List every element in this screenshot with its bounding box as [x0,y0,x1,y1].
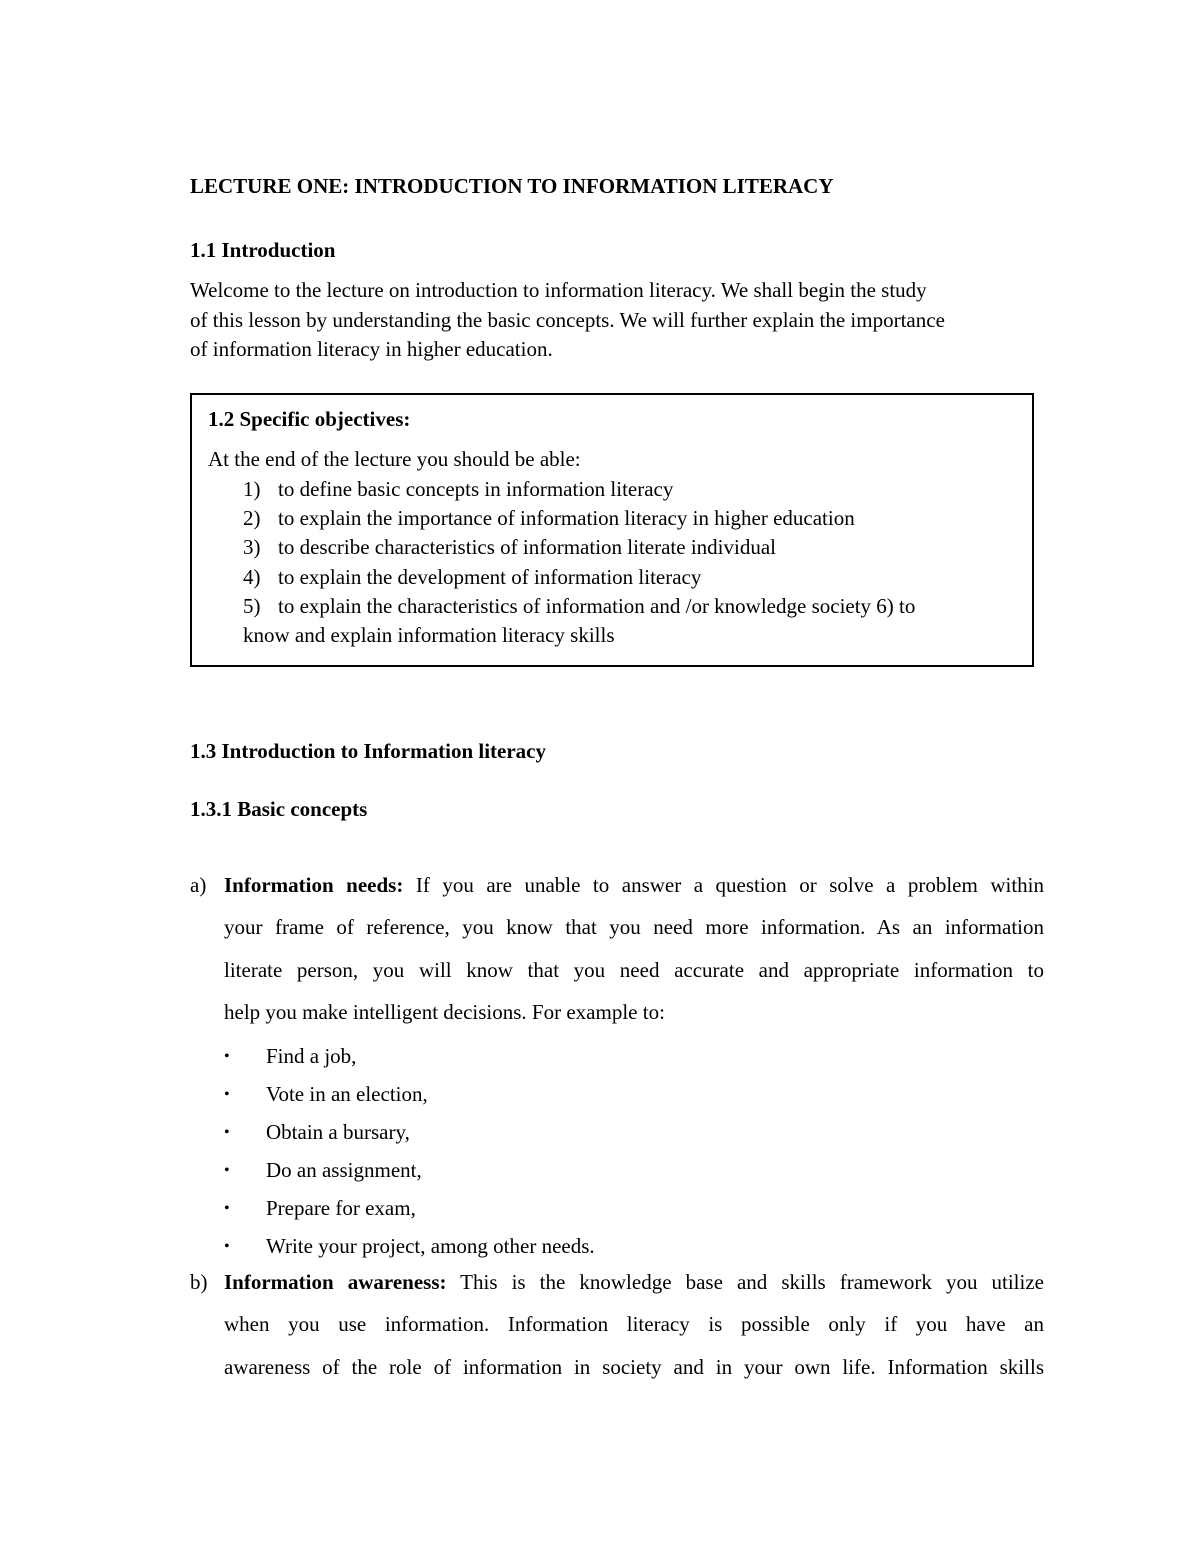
objective-text: to explain the importance of information literacy in higher education [278,506,855,531]
objective-item [243,592,915,621]
bullet-item [224,1228,595,1266]
bullet-icon: • [224,1199,230,1217]
section-heading-introduction: 1.1 Introduction [190,238,336,262]
bullet-icon: • [224,1237,230,1255]
intro-line: of this lesson by understanding the basic concepts. We will further explain the importance [190,307,945,332]
bullet-text: Vote in an election, [266,1081,428,1106]
section-heading-basic-concepts: 1.3.1 Basic concepts [190,797,368,821]
objectives-lead: At the end of the lecture you should be able: [208,447,581,471]
bullet-item [224,1076,595,1114]
intro-line: Welcome to the lecture on introduction to information literacy. We shall begin the study [190,278,927,302]
item-a-line: literate person, you will know that you need accurate and appropriate information to [224,957,1044,982]
objective-number: 4) [243,564,261,589]
objective-text: to describe characteristics of information literate individual [278,535,776,560]
item-b-paragraph [224,1261,1044,1388]
bullet-item [224,1152,595,1190]
objective-text: to explain the development of information literacy [278,564,702,589]
objective-number: 3) [243,535,261,560]
objectives-box [190,393,1034,667]
item-a-label: a) [190,873,207,897]
item-b-line: awareness of the role of information in society and in your own life. Information skills [224,1354,1044,1379]
item-b-label: b) [190,1270,208,1294]
item-a-term: Information needs: [224,873,404,897]
intro-paragraph [190,276,1050,365]
bullet-text: Obtain a bursary, [266,1119,410,1144]
bullet-item [224,1038,595,1076]
item-b-line: when you use information. Information literacy is possible only if you have an [224,1312,1044,1337]
bullet-icon: • [224,1085,230,1103]
objective-text: to explain the characteristics of information and /or knowledge society 6) to [278,593,916,618]
bullet-text: Do an assignment, [266,1157,422,1182]
objective-number: 1) [243,477,261,501]
section-heading-information-literacy: 1.3 Introduction to Information literacy [190,739,547,763]
item-a-line-text: If you are unable to answer a question or solve a problem within [403,873,1044,897]
objectives-list [243,475,915,650]
bullet-icon: • [224,1048,230,1065]
item-a-line [224,864,1044,906]
objective-item [243,475,915,504]
objective-item [243,563,915,592]
objective-number: 2) [243,506,261,531]
objective-item [243,533,915,562]
bullet-item [224,1114,595,1152]
bullet-icon: • [224,1123,230,1141]
objective-number: 5) [243,593,261,618]
bullet-text: Find a job, [266,1044,357,1068]
intro-line: of information literacy in higher education. [190,337,553,361]
objective-text: to define basic concepts in information literacy [278,477,674,501]
lecture-title: LECTURE ONE: INTRODUCTION TO INFORMATION LITERACY [190,174,834,198]
item-a-paragraph [224,864,1044,1033]
item-a-line: your frame of reference, you know that you need more information. As an information [224,915,1044,940]
item-a-line: help you make intelligent decisions. For example to: [224,999,665,1024]
needs-bullet-list [224,1038,595,1265]
item-b-line-text: This is the knowledge base and skills framework you utilize [446,1270,1044,1294]
item-b-line [224,1261,1044,1303]
objectives-heading: 1.2 Specific objectives: [208,407,411,431]
bullet-text: Write your project, among other needs. [266,1233,595,1258]
bullet-text: Prepare for exam, [266,1195,416,1220]
bullet-item [224,1190,595,1228]
objective-continuation: know and explain information literacy skills [243,623,615,648]
bullet-icon: • [224,1161,230,1179]
objective-item [243,504,915,533]
item-b-term: Information awareness: [224,1270,447,1294]
